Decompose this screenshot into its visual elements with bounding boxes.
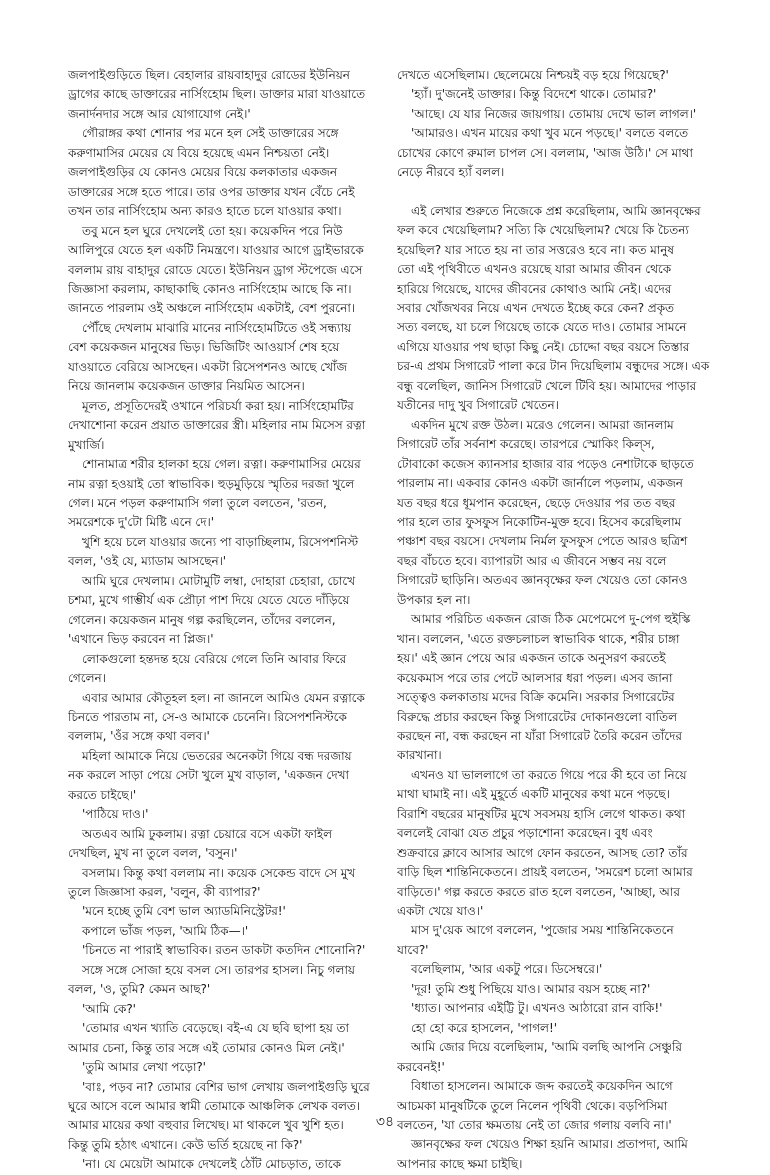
text-line: মূলত, প্রসূতিদেরই ওখানে পরিচর্যা করা হয়। নার্সিংহোমটির: [82, 398, 354, 413]
text-line: মাথা ঘামাই না। এই মুহূর্তে একটি মানুষের কথা মনে পড়ছে।: [397, 787, 670, 802]
text-line: 'না। যে মেয়েটা আমাকে দেখলেই ঠোঁট মোচড়াত, তাকে: [82, 1157, 341, 1172]
text-line: করবেনই!': [397, 1059, 445, 1074]
text-line: করুণামাসির মেয়ের যে বিয়ে হয়েছে এমন নিশ্চয়তা নেই।: [68, 145, 330, 160]
text-line: সিগারেট ছাড়িনি। অতএব জ্ঞানবৃক্ষের ফল খেয়েও তো কোনও: [397, 573, 688, 588]
paragraph: [68, 747, 397, 805]
paragraph: [397, 124, 729, 182]
paragraph: [397, 416, 729, 611]
text-line: দেখছিল, মুখ না তুলে বলল, 'বসুন।': [68, 846, 238, 861]
text-line: নেড়ে নীরবে হ্যাঁ বলল।: [397, 165, 505, 180]
text-line: চর-এ প্রথম সিগারেট পালা করে টান দিয়েছিলাম বন্ধুদের সঙ্গে। এক: [397, 359, 710, 374]
text-line: 'এখানে ভিড় করবেন না প্লিজ।': [68, 632, 214, 647]
section-break: [397, 183, 729, 202]
paragraph: [68, 66, 397, 124]
text-line: গেলেন।: [68, 671, 106, 686]
text-line: তুলে জিজ্ঞাসা করল, 'বলুন, কী ব্যাপার?': [68, 885, 261, 900]
text-line: শোনামাত্র শরীর হালকা হয়ে গেল। রত্না। করুণামাসির মেয়ের: [82, 457, 361, 472]
text-line: বছর বাঁচতে হবে। ব্যাপারটা আর এ জীবনে সম্ভব নয় বলে: [397, 553, 667, 568]
text-line: একটা খেয়ে যাও।': [397, 904, 484, 919]
text-line: টোবাকো কজেস ক্যানসার হাজার বার পড়েও নেশাটাকে ছাড়তে: [397, 456, 694, 471]
text-line: কারখানা।: [397, 748, 442, 763]
text-line: 'আমারও। এখন মায়ের কথা খুব মনে পড়ছে।' বলতে বলতে: [411, 126, 689, 141]
text-line: চোখের কোণে রুমাল চাপল সে। বললাম, 'আজ উঠি।' সে মাথা: [397, 145, 693, 160]
text-line: বিরাশি বছরের মানুষটির মুখে সবসময় হাসি লেগে থাকত। কথা: [397, 806, 686, 821]
text-line: 'চিনতে না পারাই স্বাভাবিক। রতন ডাকটা কতদিন শোনোনি?': [82, 943, 366, 958]
text-line: গৌরাঙ্গর কথা শোনার পর মনে হল সেই ডাক্তারের সঙ্গে: [82, 126, 339, 141]
paragraph: [397, 1038, 729, 1077]
text-line: গেল। মনে পড়ল করুণামাসি গলা তুলে বলতেন, 'রতন,: [68, 495, 327, 510]
text-line: দেখাশোনা করেন প্রয়াত ডাক্তারের স্ত্রী। মহিলার নাম মিসেস রত্না: [68, 418, 366, 433]
text-line: আমার পরিচিত একজন রোজ ঠিক মেপেমেপে দু-পেগ হুইস্কি: [411, 612, 691, 627]
paragraph: [68, 864, 397, 903]
text-line: সমরেশকে দু'টো মিষ্টি এনে দে।': [68, 515, 214, 530]
text-line: জিজ্ঞাসা করলাম, কাছাকাছি কোনও নার্সিংহোম আছে কি না।: [68, 281, 352, 296]
paragraph: [397, 610, 729, 766]
text-line: এবার আমার কৌতূহল হল। না জানলে আমিও যেমন রত্নাকে: [82, 690, 365, 705]
paragraph: [68, 922, 397, 941]
text-line: পৌঁছে দেখলাম মাঝারি মানের নার্সিংহোমটিতে ওই সন্ধ্যায়: [82, 320, 352, 335]
paragraph: [68, 1058, 397, 1077]
text-line: 'আছে। যে যার নিজের জায়গায়। তোমায় দেখে ভাল লাগল।': [411, 106, 697, 121]
paragraph: [397, 921, 729, 960]
paragraph: [68, 1019, 397, 1058]
paragraph: [68, 941, 397, 960]
paragraph: [68, 689, 397, 747]
text-line: একদিন মুখে রক্ত উঠল। মরেও গেলেন। আমরা জানলাম: [411, 417, 674, 432]
paragraph: [68, 1155, 397, 1174]
text-line: বিরুদ্ধে প্রচার করছেন কিন্তু সিগারেটের দোকানগুলো বাতিল: [397, 709, 677, 724]
paragraph: [397, 202, 729, 416]
paragraph: [68, 397, 397, 455]
text-line: 'মনে হচ্ছে তুমি বেশ ভাল অ্যাডমিনিস্ট্রেটর!': [82, 904, 286, 919]
text-line: আমি জোর দিয়ে বলেছিলাম, 'আমি বলছি আপনি সেঞ্চুরি: [411, 1040, 682, 1055]
text-line: পঞ্চাশ বছর বয়সে। দেখলাম নির্মল ফুসফুস পেতে আরও ছত্রিশ: [397, 534, 688, 549]
text-line: আচমকা মানুষটিকে তুলে নিলেন পৃথিবী থেকে। বড়পিসিমা: [397, 1098, 668, 1113]
text-line: নিয়ে জানলাম কয়েকজন ডাক্তার নিয়মিত আসেন।: [68, 379, 305, 394]
text-line: কপালে ভাঁজ পড়ল, 'আমি ঠিক—।': [82, 923, 249, 938]
text-line: তখন তার নার্সিংহোম অন্য কারও হাতে চলে যাওয়ার কথা।: [68, 204, 342, 219]
paragraph: [397, 105, 729, 124]
text-line: বাড়িতে।' গল্প করতে করতে রাত হলে বলতেন, 'আচ্ছা, আর: [397, 884, 680, 899]
text-line: নাম রত্না হওয়াই তো স্বাভাবিক। হুড়মুড়িয়ে স্মৃতির দরজা খুলে: [68, 476, 355, 491]
paragraph: [68, 650, 397, 689]
text-line: আমার চেনা, কিন্তু তার সঙ্গে এই তোমার কোনও মিল নেই।': [68, 1040, 345, 1055]
text-line: সত্য বলছে, যা চলে গিয়েছে তাকে যেতে দাও। তোমার সামনে: [397, 320, 687, 335]
text-line: সিগারেট তাঁর সর্বনাশ করেছে। তারপরে স্মোকিং কিল্‌স,: [397, 437, 655, 452]
paragraph: [68, 455, 397, 533]
text-line: করছেন না, বন্ধ করছেন না যাঁরা সিগারেট তৈরি করেন তাঁদের: [397, 728, 682, 743]
text-line: 'পাঠিয়ে দাও।': [82, 807, 149, 822]
paragraph: [397, 66, 729, 85]
text-line: বললাম রায় বাহাদুর রোডে যেতে। ইউনিয়ন ড্রাগ স্টপেজে এসে: [68, 262, 363, 277]
text-line: চিনতে পারতাম না, সে-ও আমাকে চেনেনি। রিসেপশনিস্টকে: [68, 709, 347, 724]
text-line: তবু মনে হল ঘুরে দেখলেই তো হয়। কয়েকদিন পরে নিউ: [82, 223, 343, 238]
paragraph: [68, 961, 397, 1000]
paragraph: [68, 222, 397, 319]
text-line: 'ধ্যাত। আপনার এইট্টি টু। এখনও আঠারো রান বাকি!': [411, 1001, 663, 1016]
text-line: চশমা, মুখে গাম্ভীর্য এক প্রৌঢ়া পাশ দিয়ে যেতে যেতে দাঁড়িয়ে: [68, 593, 350, 608]
text-line: জলপাইগুড়ির যে কোনও মেয়ের বিয়ে কলকাতার একজন: [68, 165, 337, 180]
paragraph: [68, 825, 397, 864]
text-line: নক করলে সাড়া পেয়ে সেটা খুলে মুখ বাড়াল, 'একজন দেখা: [68, 768, 349, 783]
text-line: হারিয়ে গিয়েছে, যাদের জীবনের কোথাও আমি নেই। এদের: [397, 281, 672, 296]
text-line: বললেই বোঝা যেত প্রচুর পড়াশোনা করেছেন। বুধ এবং: [397, 826, 653, 841]
text-line: করতে চাইছে।': [68, 787, 137, 802]
text-line: ডাক্তারের সঙ্গে হতে পারে। তার ওপর ডাক্তার যখন বেঁচে নেই: [68, 184, 355, 199]
text-line: যতীনের দাদু খুব সিগারেট খেতেন।: [397, 398, 559, 413]
paragraph: [68, 572, 397, 650]
text-line: মুখার্জি।: [68, 437, 105, 452]
text-line: 'তোমার এখন খ্যাতি বেড়েছে। বই-এ যে ছবি ছাপা হয় তা: [82, 1021, 349, 1036]
text-line: মহিলা আমাকে নিয়ে ভেতরের অনেকটা গিয়ে বন্ধ দরজায়: [82, 748, 352, 763]
paragraph: [68, 533, 397, 572]
text-line: বেশ কয়েকজন মানুষের ভিড়। ভিজিটিং আওয়ার্স শেষ হয়ে: [68, 340, 340, 355]
paragraph: [397, 1135, 729, 1174]
text-line: জনার্দনদার সঙ্গে আর যোগাযোগ নেই।': [68, 106, 251, 121]
text-line: খুশি হয়ে চলে যাওয়ার জন্যে পা বাড়াচ্ছিলাম, রিসেপশনিস্ট: [82, 534, 359, 549]
text-line: বিধাতা হাসলেন। আমাকে জব্দ করতেই কয়েকদিন আগে: [411, 1079, 673, 1094]
text-line: উপকার হল না।: [397, 592, 471, 607]
text-line: বলেছিলাম, 'আর একটু পরে। ডিসেম্বরে।': [411, 962, 603, 977]
text-line: বললাম, 'ওঁর সঙ্গে কথা বলব।': [68, 729, 210, 744]
paragraph: [397, 766, 729, 922]
text-line: পার হলে তার ফুসফুস নিকোটিন-মুক্ত হবে। হিসেব করেছিলাম: [397, 514, 682, 529]
paragraph: [397, 1019, 729, 1038]
text-line: সত্ত্বেও কলকাতায় মদের বিক্রি কমেনি। সরকার সিগারেটের: [397, 690, 675, 705]
text-line: অতএব আমি ঢুকলাম। রত্না চেয়ারে বসে একটা ফাইল: [82, 826, 333, 841]
text-line: বন্ধু বলেছিল, জানিস সিগারেট খেলে টিবি হয়। আমাদের পাড়ার: [397, 378, 697, 393]
text-line: বাড়ি ছিল শান্তিনিকেতনে। প্রায়ই বলতেন, 'সমরেশ চলো আমার: [397, 865, 693, 880]
text-line: এই লেখার শুরুতে নিজেকে প্রশ্ন করেছিলাম, আমি জ্ঞানবৃক্ষের: [411, 203, 701, 218]
paragraph: [397, 999, 729, 1018]
text-line: গেলেন। কয়েকজন মানুষ গল্প করছিলেন, তাঁদের বললেন,: [68, 612, 336, 627]
paragraph: [397, 980, 729, 999]
text-line: ঘুরে আসে বলে আমার স্বামী তোমাকে আঞ্চলিক লেখক বলত।: [68, 1099, 361, 1114]
text-line: হয়েছিল? যার সাতে হয় না তার সত্তরেও হবে না। কত মানুষ: [397, 242, 674, 257]
text-line: হয়।' এই জ্ঞান পেয়ে আর একজন তাকে অনুসরণ করতেই: [397, 651, 666, 666]
text-line: জানতে পারলাম ওই অঞ্চলে নার্সিংহোম একটাই, বেশ পুরনো।: [68, 301, 355, 316]
text-line: মাস দু'য়েক আগে বললেন, 'পুজোর সময় শান্তিনিকেতনে: [411, 923, 674, 938]
text-line: ড্রাগের কাছে ডাক্তারের নার্সিংহোম ছিল। ডাক্তার মারা যাওয়াতে: [68, 87, 366, 102]
text-line: শুক্রবারে ক্লাবে আসার আগে ফোন করতেন, আসছ তো? তাঁর: [397, 845, 688, 860]
text-line: বসলাম। কিন্তু কথা বললাম না। কয়েক সেকেন্ড বাদে সে মুখ: [82, 865, 356, 880]
text-line: তো এই পৃথিবীতে এখনও রয়েছে যারা আমার জীবন থেকে: [397, 262, 672, 277]
text-line: 'তুমি আমার লেখা পড়ো?': [82, 1060, 206, 1075]
text-line: এখনও যা ভাললাগে তা করতে গিয়ে পরে কী হবে তা নিয়ে: [411, 767, 687, 782]
paragraph: [68, 319, 397, 397]
text-line: বলল, 'ও, তুমি? কেমন আছ?': [68, 982, 211, 997]
text-line: আমার মায়ের কথা বহুবার লিখেছ। মা থাকলে খুব খুশি হত।: [68, 1118, 344, 1133]
text-line: হো হো করে হাসলেন, 'পাগল!': [411, 1020, 557, 1035]
text-line: বলতেন, 'যা তোর ক্ষমতায় নেই তা জোর গলায় বলবি না।': [397, 1118, 672, 1133]
paragraph: [397, 85, 729, 104]
paragraph: [68, 805, 397, 824]
text-line: লোকগুলো হন্তদন্ত হয়ে বেরিয়ে গেলে তিনি আবার ফিরে: [82, 651, 347, 666]
page-number: ৩৪: [375, 1114, 395, 1130]
text-line: ফল কবে খেয়েছিলাম? সত্যি কি খেয়েছিলাম? খেয়ে কি চৈতন্য: [397, 223, 689, 238]
text-line: 'আমি কে?': [82, 1001, 136, 1016]
text-line: 'হ্যাঁ। দু'জনেই ডাক্তার। কিন্তু বিদেশে থাকে। তোমার?': [411, 87, 657, 102]
text-line: আপনার কাছে ক্ষমা চাইছি।: [397, 1156, 523, 1171]
text-line: আমি ঘুরে দেখলাম। মোটামুটি লম্বা, দোহারা চেহারা, চোখে: [82, 573, 356, 588]
paragraph: [68, 124, 397, 221]
right-text-column: [397, 66, 729, 1174]
text-line: দেখতে এসেছিলাম। ছেলেমেয়ে নিশ্চয়ই বড় হয়ে গিয়েছে?': [397, 68, 669, 82]
paragraph: [397, 960, 729, 979]
text-line: খান। বললেন, 'এতে রক্তচলাচল স্বাভাবিক থাকে, শরীর চাঙ্গা: [397, 631, 680, 646]
text-line: যত বছর ধরে ধূমপান করেছেন, ছেড়ে দেওয়ার পর তত বছর: [397, 495, 676, 510]
paragraph: [68, 1000, 397, 1019]
text-line: 'বাঃ, পড়ব না? তোমার বেশির ভাগ লেখায় জলপাইগুড়ি ঘুরে: [82, 1079, 370, 1094]
text-line: যাওয়াতে বেরিয়ে আসছেন। একটা রিসেপশনও আছে খোঁজ: [68, 359, 348, 374]
text-line: আলিপুরে যেতে হল একটি নিমন্ত্রণে। যাওয়ার আগে ড্রাইভারকে: [68, 243, 364, 258]
text-line: বলল, 'ওই যে, ম্যাডাম আসছেন।': [68, 554, 227, 569]
text-line: জ্ঞানবৃক্ষের ফল খেয়েও শিক্ষা হয়নি আমার। প্রতাপদা, আমি: [411, 1137, 688, 1152]
text-line: এগিয়ে যাওয়ার পথ ছাড়া কিছু নেই। চোদ্দো বছর বয়সে তিস্তার: [397, 339, 690, 354]
text-line: পারলাম না। একবার কোনও একটা জার্নালে পড়লাম, একজন: [397, 476, 683, 491]
text-line: সঙ্গে সঙ্গে সোজা হয়ে বসল সে। তারপর হাসল। নিচু গলায়: [82, 962, 355, 977]
left-text-column: [68, 66, 397, 1175]
text-line: জলপাইগুড়িতে ছিল। বেহালার রায়বাহাদুর রোডের ইউনিয়ন: [68, 68, 350, 82]
text-line: সবার খোঁজখবর নিয়ে এখন দেখতে ইচ্ছে করে কেন? প্রকৃত: [397, 300, 675, 315]
text-line: 'দূর! তুমি শুধু পিছিয়ে যাও। আমার বয়স হচ্ছে না?': [411, 981, 651, 996]
text-line: যাবে?': [397, 942, 429, 957]
text-line: কয়েকমাস পরে তার পেটে আলসার ধরা পড়ল। এসব জানা: [397, 670, 673, 685]
paragraph: [68, 902, 397, 921]
text-line: কিন্তু তুমি হঠাৎ এখানে। কেউ ভর্তি হয়েছে না কি?': [68, 1137, 303, 1152]
